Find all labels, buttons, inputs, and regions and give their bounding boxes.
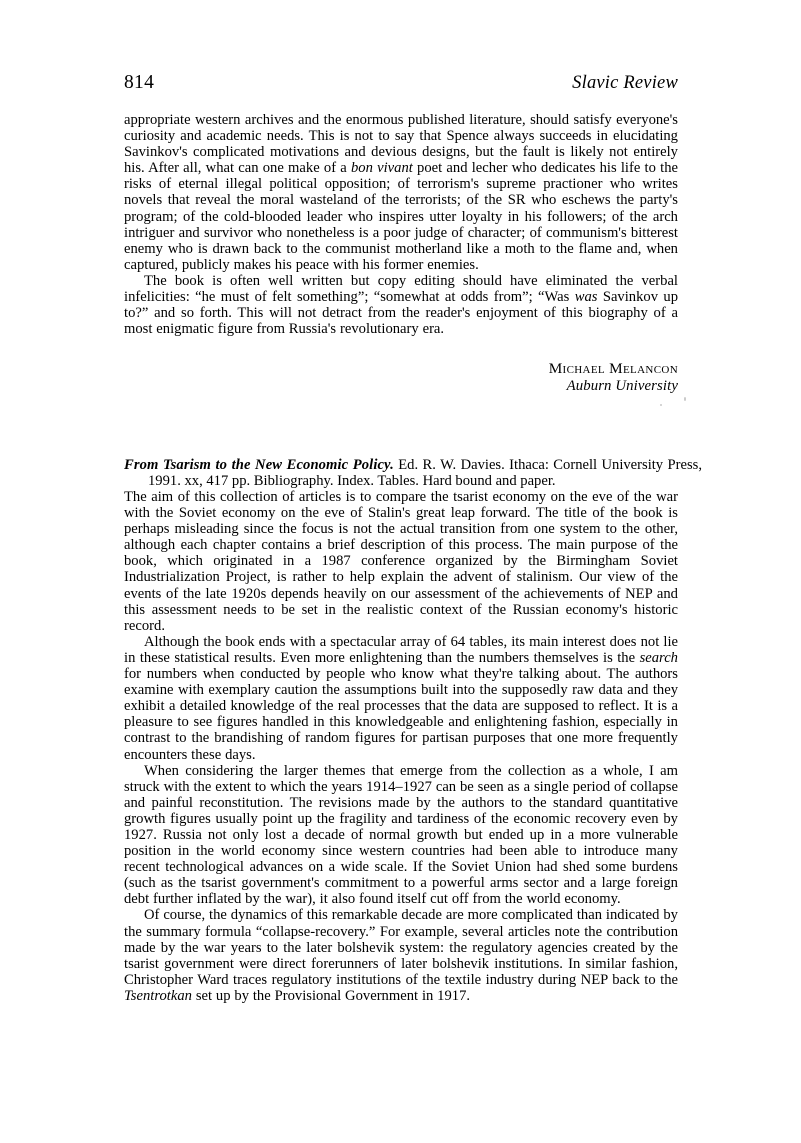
- running-head: [124, 72, 678, 94]
- paragraph: When considering the larger themes that emerge from the collection as a whole, I am struck with the extent to which the years 1914–1927 can be seen as a single period of collapse and painful reconstitution. The revisions made by the authors to the standard quantitative growth figures usually point up the fragility and tardiness of the economic recovery even by 1927. Russia not only lost a decade of normal growth but ended up in a more vulnerable position in the world economy since western countries had been able to introduce many recent technological advances on a wide scale. If the Soviet Union had shed some burdens (such as the tsarist government's commitment to a powerful arms sector and a large foreign debt further inflated by the war), it also found itself cut off from the world economy.: [124, 762, 678, 908]
- reviewer-affiliation: Auburn University: [566, 377, 678, 394]
- paragraph: The aim of this collection of articles is to compare the tsarist economy on the eve of the war with the Soviet economy on the eve of Stalin's great leap forward. The title of the book is perhaps misleading since the focus is not the actual transition from one system to the other, although each chapter contains a brief description of this process. The main purpose of the book, which originated in a 1987 conference organized by the Birmingham Soviet Industrialization Project, is rather to help explain the advent of stalinism. Our view of the events of the late 1920s depends heavily on our assessment of the achievements of NEP and this assessment needs to be set in the realistic context of the Russian economy's historic record.: [124, 489, 678, 634]
- review-two-body: [124, 489, 678, 1004]
- journal-title: Slavic Review: [572, 73, 678, 93]
- scan-artifact: [660, 404, 662, 406]
- paragraph: appropriate western archives and the enormous published literature, should satisfy everyone's curiosity and academic needs. This is not to say that Spence always succeeds in elucidating Savinkov's complicated motivations and devious designs, but the fault is likely not entirely his. After all, what can one make of a bon vivant poet and lecher who dedicates his life to the risks of eternal illegal political opposition; of terrorism's supreme practioner who writes novels that reveal the moral wasteland of the terrorists; of the SR who eschews the party's program; of the cold-blooded leader who inspires utter loyalty in his followers; of the arch intriguer and survivor who nonetheless is a poor judge of character; of communism's bitterest enemy who is drawn back to the communist motherland like a moth to the flame and, when captured, publicly makes his peace with his former enemies.: [124, 112, 678, 273]
- book-citation: [124, 457, 702, 490]
- paragraph: Of course, the dynamics of this remarkable decade are more complicated than indicated by the summary formula “collapse-recovery.” For example, several articles note the contribution made by the war years to the later bolshevik system: the regulatory agencies created by the tsarist government were direct forerunners of later bolshevik institutions. In similar fashion, Christopher Ward traces regulatory institutions of the textile industry during NEP back to the Tsentrotkan set up by the Provisional Government in 1917.: [124, 907, 678, 1004]
- review-signature: [124, 360, 678, 395]
- page-number: 814: [124, 72, 155, 93]
- reviewer-name: Michael Melancon: [548, 360, 678, 377]
- scan-artifact: [684, 397, 686, 401]
- book-title: From Tsarism to the New Economic Policy.: [124, 456, 394, 473]
- review-one-body: [124, 112, 678, 337]
- paragraph: Although the book ends with a spectacular array of 64 tables, its main interest does not lie in these statistical results. Even more enlightening than the numbers themselves is the search for numbers when conducted by people who know what they're talking about. The authors examine with exemplary caution the assumptions built into the supposedly raw data and they exhibit a detailed knowledge of the real processes that the data are supposed to reflect. It is a pleasure to see figures handled in this knowledgeable and enlightening fashion, especially in contrast to the brandishing of random figures for partisan purposes that one more frequently encounters these days.: [124, 633, 678, 763]
- paragraph: The book is often well written but copy editing should have eliminated the verbal infelicities: “he must of felt something”; “somewhat at odds from”; “Was was Savinkov up to?” and so forth. This will not detract from the reader's enjoyment of this biography of a most enigmatic figure from Russia's revolutionary era.: [124, 272, 678, 338]
- book-imprint: Ed. R. W. Davies. Ithaca: Cornell University Press, 1991. xx, 417 pp. Bibliography. Index. Tables. Hard bound and paper.: [148, 456, 702, 490]
